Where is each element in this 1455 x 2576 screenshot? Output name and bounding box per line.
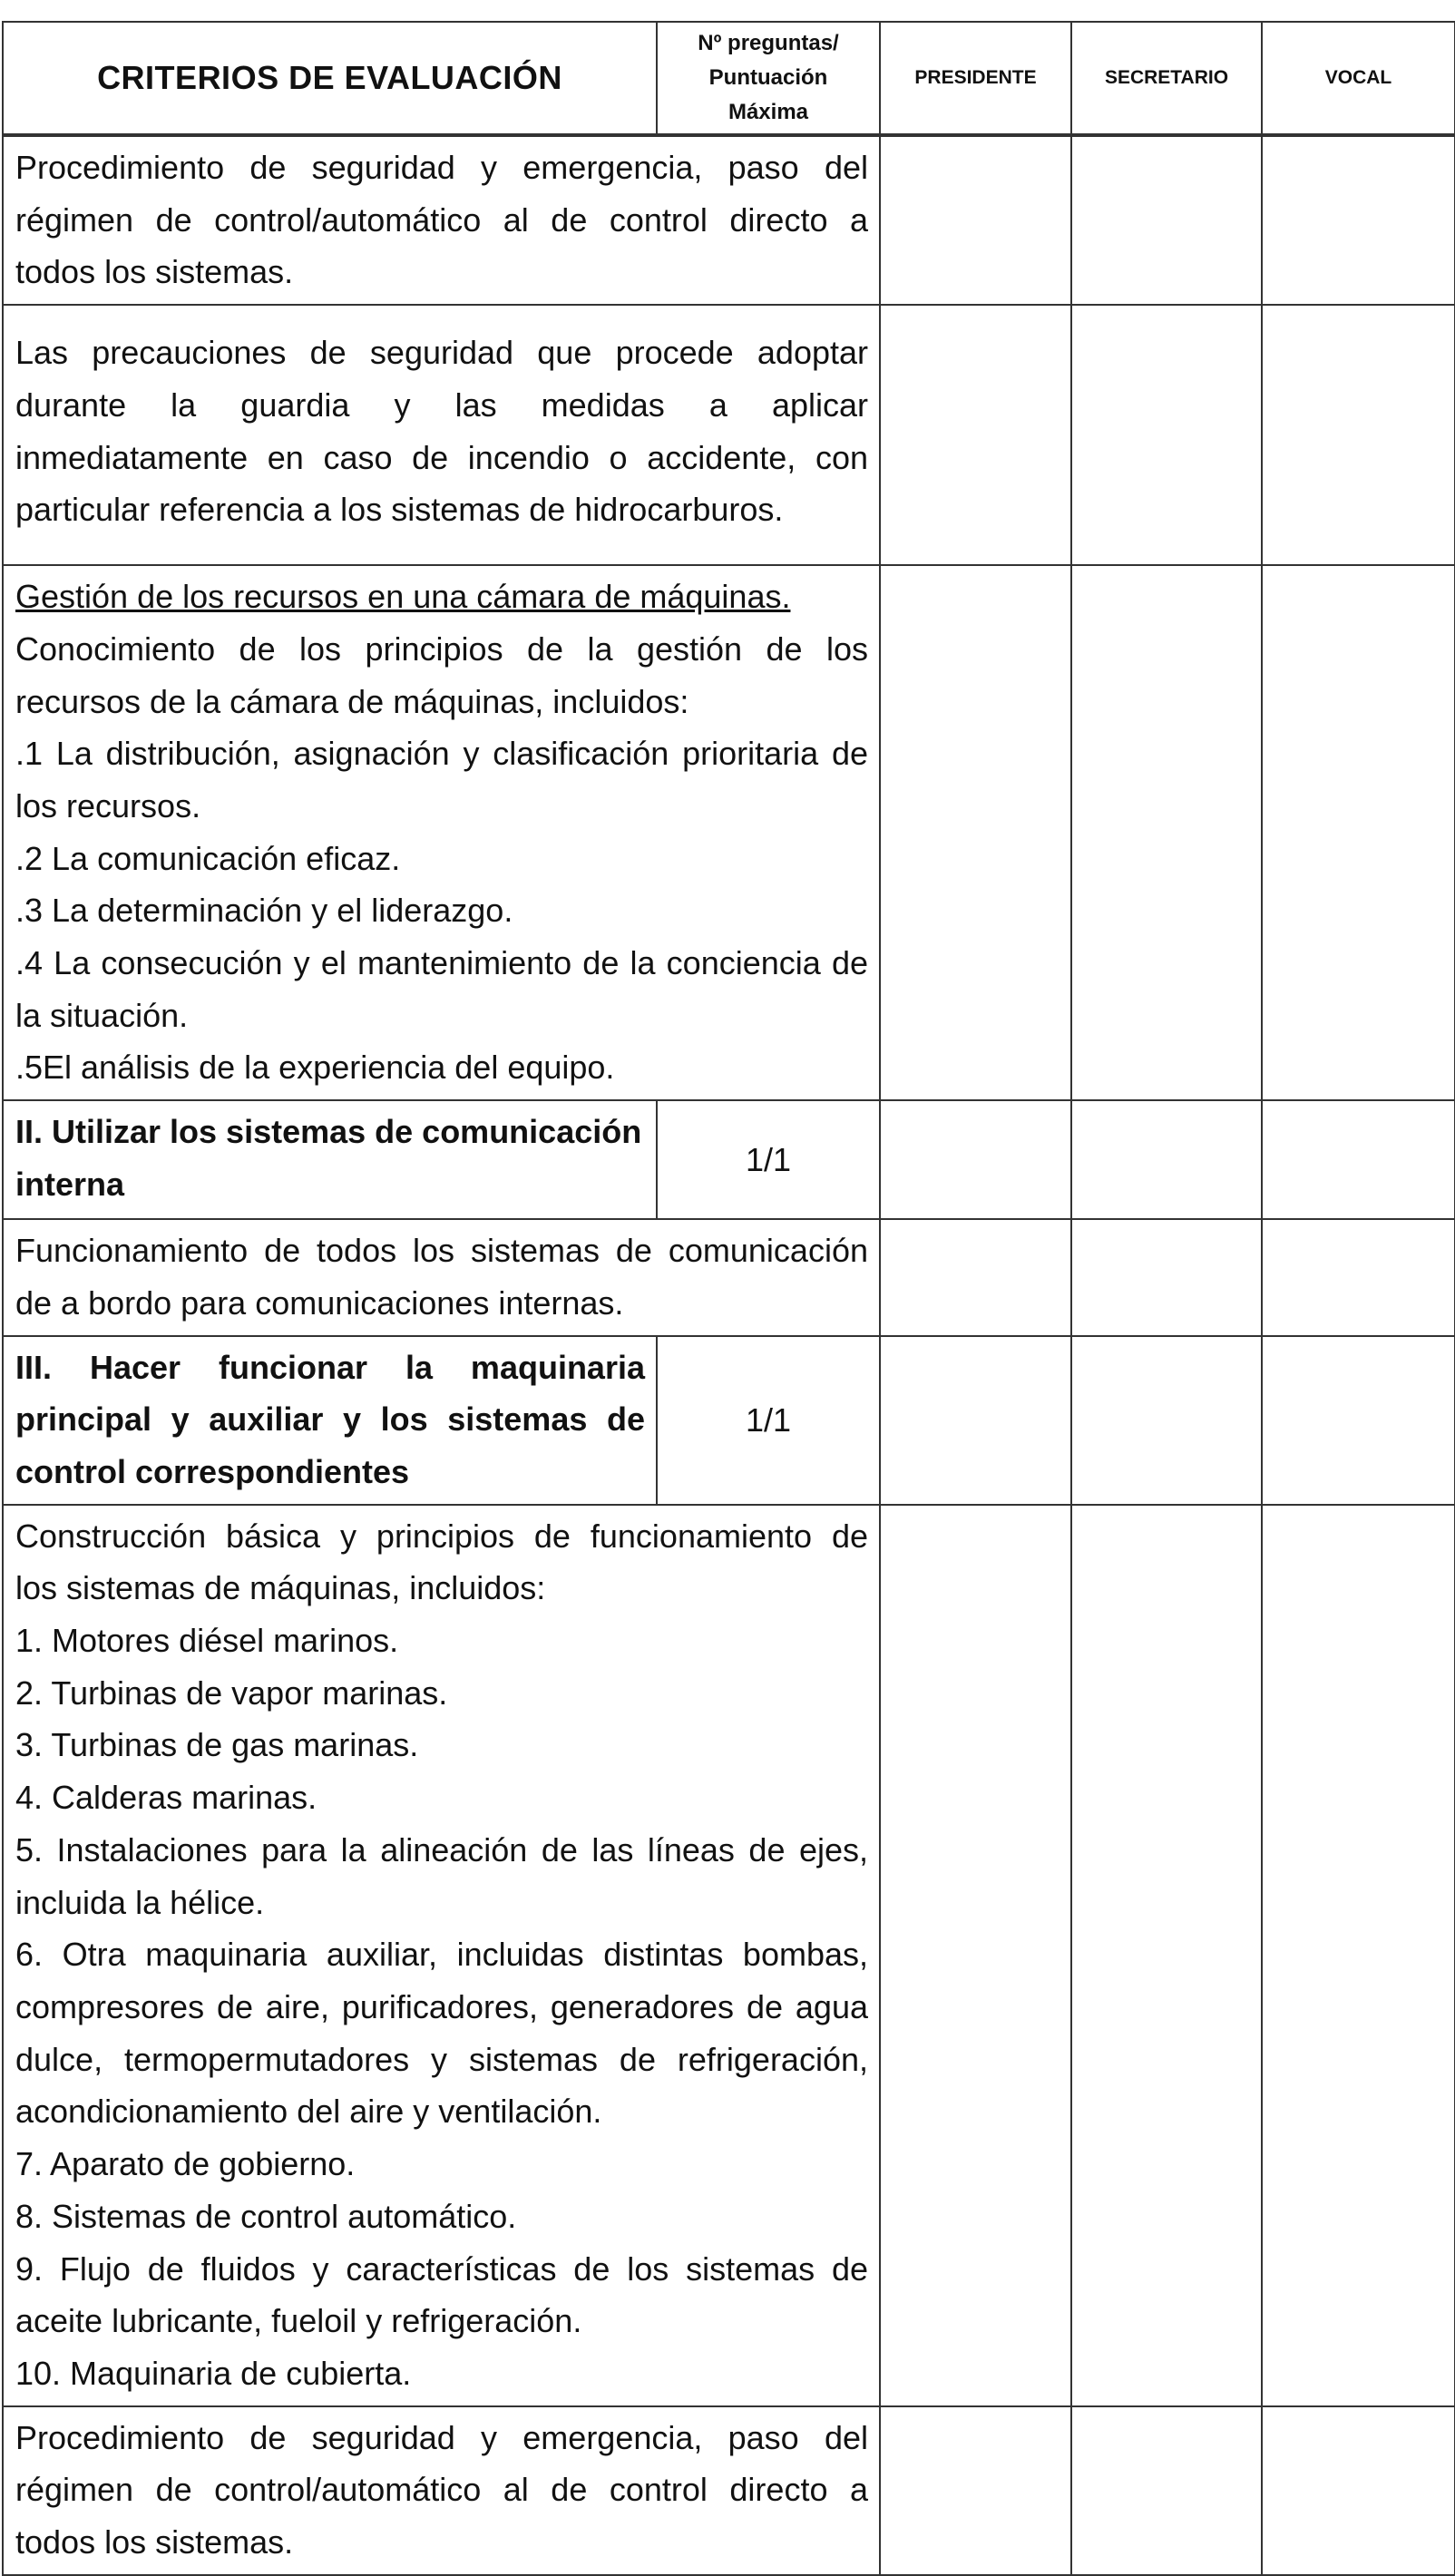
section-title: Gestión de los recursos en una cámara de máquinas. <box>15 578 791 616</box>
text-line: particular referencia a los sistemas de hidrocarburos. <box>15 491 784 529</box>
text-line: 5. Instalaciones para la alineación de las líneas de ejes, <box>15 1830 868 1869</box>
criteria-cell <box>3 2406 880 2575</box>
presidente-cell <box>880 565 1071 1100</box>
secretario-cell <box>1071 305 1262 565</box>
text-line: principal y auxiliar y los sistemas de <box>15 1400 645 1439</box>
presidente-cell <box>880 135 1071 305</box>
presidente-cell <box>880 1505 1071 2406</box>
presidente-cell <box>880 305 1071 565</box>
table-row <box>3 1505 1455 2406</box>
criteria-cell <box>3 1219 880 1335</box>
text-line: Procedimiento de seguridad y emergencia, paso del <box>15 149 868 186</box>
text-line: régimen de control/automático al de control directo a <box>15 2471 868 2509</box>
header-score <box>657 22 880 135</box>
table-header-row <box>3 22 1455 135</box>
vocal-cell <box>1262 2406 1455 2575</box>
text-line: .5El análisis de la experiencia del equipo. <box>15 1049 615 1087</box>
text-line: compresores de aire, purificadores, generadores de agua <box>15 1987 868 2025</box>
text-line: inmediatamente en caso de incendio o accidente, con <box>15 438 868 476</box>
text-line: II. Utilizar los sistemas de comunicación <box>15 1113 642 1151</box>
header-score-line1: Nº preguntas/ <box>698 31 839 55</box>
text-line: III. Hacer funcionar la maquinaria <box>15 1348 645 1386</box>
text-line: .2 La comunicación eficaz. <box>15 839 401 877</box>
vocal-cell <box>1262 1100 1455 1219</box>
presidente-cell <box>880 2406 1071 2575</box>
secretario-cell <box>1071 1100 1262 1219</box>
text-line: Conocimiento de los principios de la gestión de los <box>15 629 868 668</box>
vocal-cell <box>1262 135 1455 305</box>
presidente-cell <box>880 1336 1071 1505</box>
header-score-line2: Puntuación <box>708 65 828 90</box>
secretario-cell <box>1071 1336 1262 1505</box>
header-secretario: SECRETARIO <box>1071 22 1262 135</box>
table-row <box>3 305 1455 565</box>
text-line: 1. Motores diésel marinos. <box>15 1622 399 1660</box>
text-line: recursos de la cámara de máquinas, incluidos: <box>15 682 689 720</box>
text-line: 8. Sistemas de control automático. <box>15 2197 517 2235</box>
text-line: la situación. <box>15 996 189 1034</box>
presidente-cell <box>880 1100 1071 1219</box>
text-line: acondicionamiento del aire y ventilación. <box>15 2093 602 2131</box>
text-line: aceite lubricante, fueloil y refrigeración. <box>15 2302 582 2340</box>
table-row <box>3 1336 1455 1505</box>
table-row <box>3 1100 1455 1219</box>
score-cell: 1/1 <box>657 1100 880 1219</box>
secretario-cell <box>1071 1505 1262 2406</box>
text-line: incluida la hélice. <box>15 1883 265 1921</box>
text-line: 2. Turbinas de vapor marinas. <box>15 1673 448 1712</box>
secretario-cell <box>1071 565 1262 1100</box>
score-cell: 1/1 <box>657 1336 880 1505</box>
header-vocal: VOCAL <box>1262 22 1455 135</box>
table-row <box>3 1219 1455 1335</box>
text-line: 7. Aparato de gobierno. <box>15 2145 356 2183</box>
criteria-cell <box>3 135 880 305</box>
text-line: todos los sistemas. <box>15 253 294 291</box>
text-line: .3 La determinación y el liderazgo. <box>15 892 513 930</box>
text-line: los recursos. <box>15 786 201 825</box>
text-line: Las precauciones de seguridad que procede adoptar <box>15 334 868 372</box>
secretario-cell <box>1071 2406 1262 2575</box>
table-row <box>3 2406 1455 2575</box>
header-presidente: PRESIDENTE <box>880 22 1071 135</box>
text-line: .4 La consecución y el mantenimiento de la conciencia de <box>15 944 868 982</box>
criteria-cell <box>3 1505 880 2406</box>
vocal-cell <box>1262 1336 1455 1505</box>
presidente-cell <box>880 1219 1071 1335</box>
vocal-cell <box>1262 565 1455 1100</box>
text-line: régimen de control/automático al de control directo a <box>15 200 868 239</box>
text-line: interna <box>15 1165 125 1203</box>
secretario-cell <box>1071 1219 1262 1335</box>
text-line: Funcionamiento de todos los sistemas de comunicación <box>15 1232 868 1270</box>
text-line: .1 La distribución, asignación y clasificación prioritaria de <box>15 735 868 773</box>
table-row <box>3 135 1455 305</box>
vocal-cell <box>1262 305 1455 565</box>
header-criteria: CRITERIOS DE EVALUACIÓN <box>3 22 657 135</box>
text-line: dulce, termopermutadores y sistemas de refrigeración, <box>15 2040 868 2078</box>
text-line: 4. Calderas marinas. <box>15 1779 317 1817</box>
criteria-cell <box>3 565 880 1100</box>
text-line: Construcción básica y principios de funcionamiento de <box>15 1517 868 1555</box>
section-heading-cell <box>3 1100 657 1219</box>
text-line: Procedimiento de seguridad y emergencia, paso del <box>15 2418 868 2456</box>
text-line: de a bordo para comunicaciones internas. <box>15 1283 624 1322</box>
text-line: 6. Otra maquinaria auxiliar, incluidas distintas bombas, <box>15 1936 868 1974</box>
text-line: los sistemas de máquinas, incluidos: <box>15 1569 546 1607</box>
text-line: 10. Maquinaria de cubierta. <box>15 2354 412 2392</box>
text-line: 9. Flujo de fluidos y características de los sistemas de <box>15 2249 868 2288</box>
criteria-cell <box>3 305 880 565</box>
text-line: durante la guardia y las medidas a aplicar <box>15 385 868 424</box>
secretario-cell <box>1071 135 1262 305</box>
text-line: 3. Turbinas de gas marinas. <box>15 1726 419 1764</box>
table-row <box>3 565 1455 1100</box>
vocal-cell <box>1262 1219 1455 1335</box>
text-line: control correspondientes <box>15 1452 410 1490</box>
section-heading-cell <box>3 1336 657 1505</box>
vocal-cell <box>1262 1505 1455 2406</box>
header-score-line3: Máxima <box>728 100 809 124</box>
text-line: todos los sistemas. <box>15 2523 294 2561</box>
evaluation-criteria-table <box>2 21 1455 2576</box>
